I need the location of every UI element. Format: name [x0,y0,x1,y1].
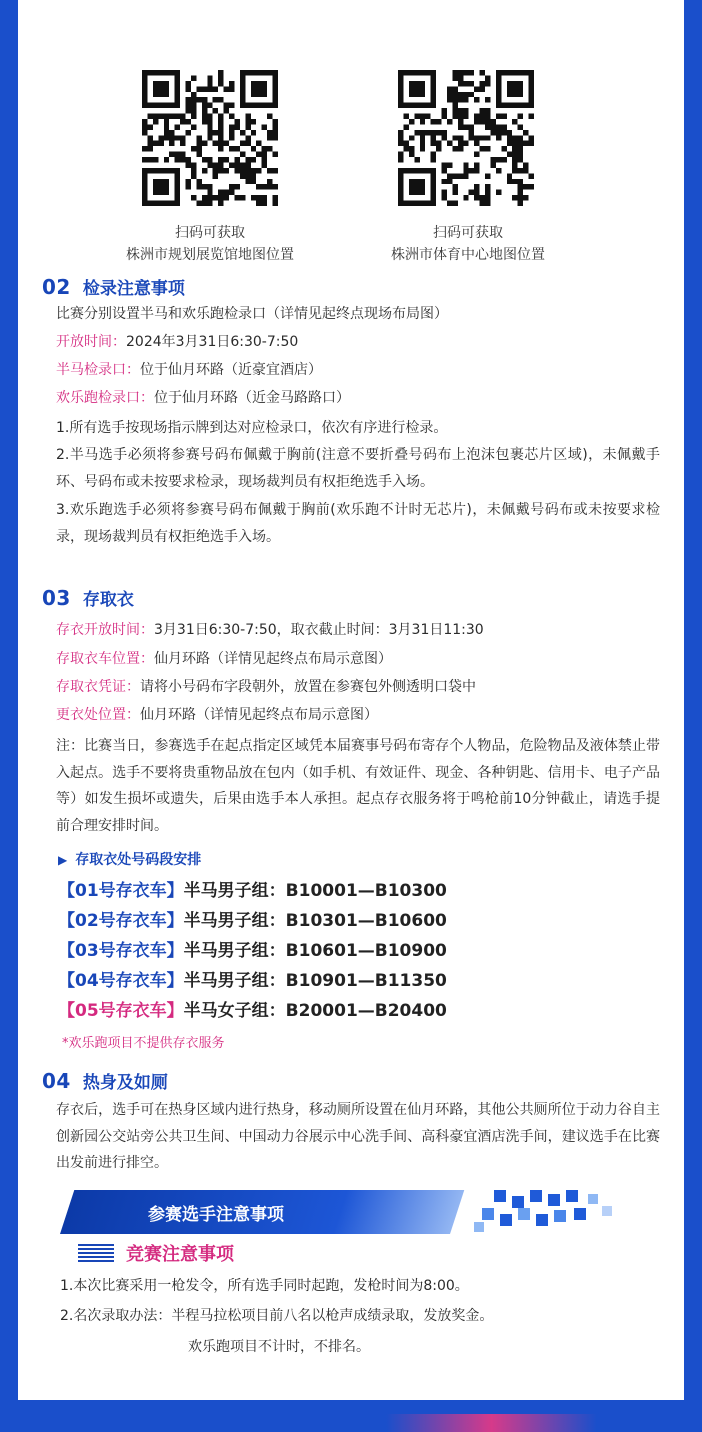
triangle-right-icon: ▶ [58,853,68,867]
section-04-title: 热身及如厕 [82,1073,168,1093]
banner-title: 参赛选手注意事项 [148,1205,284,1225]
cloak-truck-row [58,996,447,1021]
section-03-title: 存取衣 [82,590,134,610]
fun-checkin-label: 欢乐跑检录口： [56,390,154,406]
cloak-truck-location [56,647,676,671]
race-rule-2: 2.名次录取办法：半程马拉松项目前八名以枪声成绩录取，发放奖金。 [60,1308,494,1324]
cloak-note: 注：比赛当日，参赛选手在起点指定区域凭本届赛事号码布寄存个人物品，危险物品及液体禁止带入起点。选手不要将贵重物品放在包内（如手机、有效证件、现金、各种钥匙、信用卡、电子产品等）如发生损坏或遗失，后果由选手本人承担。起点存衣服务将于鸣枪前10分钟截止，请选手提前合理安排时间。 [56,738,660,834]
section-02-title: 检录注意事项 [82,279,185,299]
content-card [18,0,684,1400]
changing-label: 更衣处位置： [56,707,140,723]
checkin-rule-2: 2.半马选手必须将参赛号码布佩戴于胸前(注意不要折叠号码布上泡沫包裹芯片区域)，未佩戴手环、号码布或未按要求检录，现场裁判员有权拒绝选手入场。 [56,447,660,490]
cloak-truck-range: 半马男子组：B10901—B11350 [183,971,447,991]
participant-notice-banner [60,1190,672,1234]
changing-room-location [56,703,676,727]
cloak-truck-tag: 【03号存衣车】 [58,941,184,961]
fun-checkin-value: 位于仙月环路（近金马路路口） [154,390,350,406]
half-checkin-gate [56,358,676,382]
cloak-truck-range: 半马男子组：B10301—B10600 [183,911,447,931]
qr-code-exhibition-hall[interactable] [142,70,278,206]
checkin-rule-3: 3.欢乐跑选手必须将参赛号码布佩戴于胸前(欢乐跑不计时无芯片)，未佩戴号码布或未按要求检录，现场裁判员有权拒绝选手入场。 [56,502,660,545]
cloak-truck-range: 半马男子组：B10601—B10900 [183,941,447,961]
cloak-truck-tag: 【04号存衣车】 [58,971,184,991]
cloak-open-time [56,618,676,642]
cloak-proof-label: 存取衣凭证： [56,679,140,695]
checkin-open-time [56,330,676,354]
warmup-body: 存衣后，选手可在热身区域内进行热身，移动厕所设置在仙月环路，其他公共厕所位于动力谷自主创新园公交站旁公共卫生间、中国动力谷展示中心洗手间、高科豪宜酒店洗手间，建议选手在比赛出发前进行排空。 [56,1102,660,1171]
cloak-location-label: 存取衣车位置： [56,651,154,667]
banner-pixel-decoration [470,1190,670,1234]
cloak-truck-row [58,936,447,961]
cloak-truck-row [58,876,447,901]
cloak-truck-row [58,906,447,931]
cloak-open-value: 3月31日6:30-7:50，取衣截止时间：3月31日11:30 [154,622,484,638]
qr-caption-left [90,222,330,266]
cloak-proof [56,675,676,699]
cloak-truck-tag: 【02号存衣车】 [58,911,184,931]
checkin-rule-1: 1.所有选手按现场指示牌到达对应检录口，依次有序进行检录。 [56,420,448,436]
qr-caption-left-line1: 扫码可获取 [175,225,245,241]
footer-band [0,1414,702,1432]
cloak-truck-range: 半马女子组：B20001—B20400 [183,1001,447,1021]
race-rule-2b: 欢乐跑项目不计时，不排名。 [188,1339,370,1355]
qr-caption-left-line2: 株洲市规划展览馆地图位置 [126,247,294,263]
checkin-open-label: 开放时间： [56,334,126,350]
cloak-truck-tag: 【01号存衣车】 [58,881,184,901]
section-02-heading [42,274,185,299]
race-rule-1: 1.本次比赛采用一枪发令，所有选手同时起跑，发枪时间为8:00。 [60,1278,469,1294]
section-04-heading [42,1068,168,1093]
cloak-open-label: 存衣开放时间： [56,622,154,638]
cloak-truck-range: 半马男子组：B10001—B10300 [183,881,447,901]
fun-checkin-gate [56,386,676,410]
half-checkin-value: 位于仙月环路（近豪宜酒店） [140,362,322,378]
cloak-proof-value: 请将小号码布字段朝外，放置在参赛包外侧透明口袋中 [140,679,476,695]
qr-code-sports-center[interactable] [398,70,534,206]
changing-value: 仙月环路（详情见起终点布局示意图） [140,707,378,723]
qr-caption-right-line2: 株洲市体育中心地图位置 [391,247,545,263]
qr-caption-right [348,222,588,266]
stripes-icon [78,1244,114,1264]
cloak-truck-row [58,966,447,991]
section-02-number: 02 [42,275,71,299]
cloak-truck-tag: 【05号存衣车】 [58,1001,184,1021]
cloak-location-value: 仙月环路（详情见起终点布局示意图） [154,651,392,667]
race-notice-title: 竞赛注意事项 [126,1244,234,1265]
cloak-arrangement-heading [58,849,201,869]
qr-caption-right-line1: 扫码可获取 [433,225,503,241]
checkin-intro: 比赛分别设置半马和欢乐跑检录口（详情见起终点现场布局图） [56,306,448,322]
half-checkin-label: 半马检录口： [56,362,140,378]
fun-run-no-cloak-note: *欢乐跑项目不提供存衣服务 [62,1036,225,1051]
section-03-heading [42,585,134,610]
checkin-open-value: 2024年3月31日6:30-7:50 [126,334,299,350]
cloak-arrangement-title: 存取衣处号码段安排 [75,852,202,868]
section-04-number: 04 [42,1069,71,1093]
section-03-number: 03 [42,586,71,610]
